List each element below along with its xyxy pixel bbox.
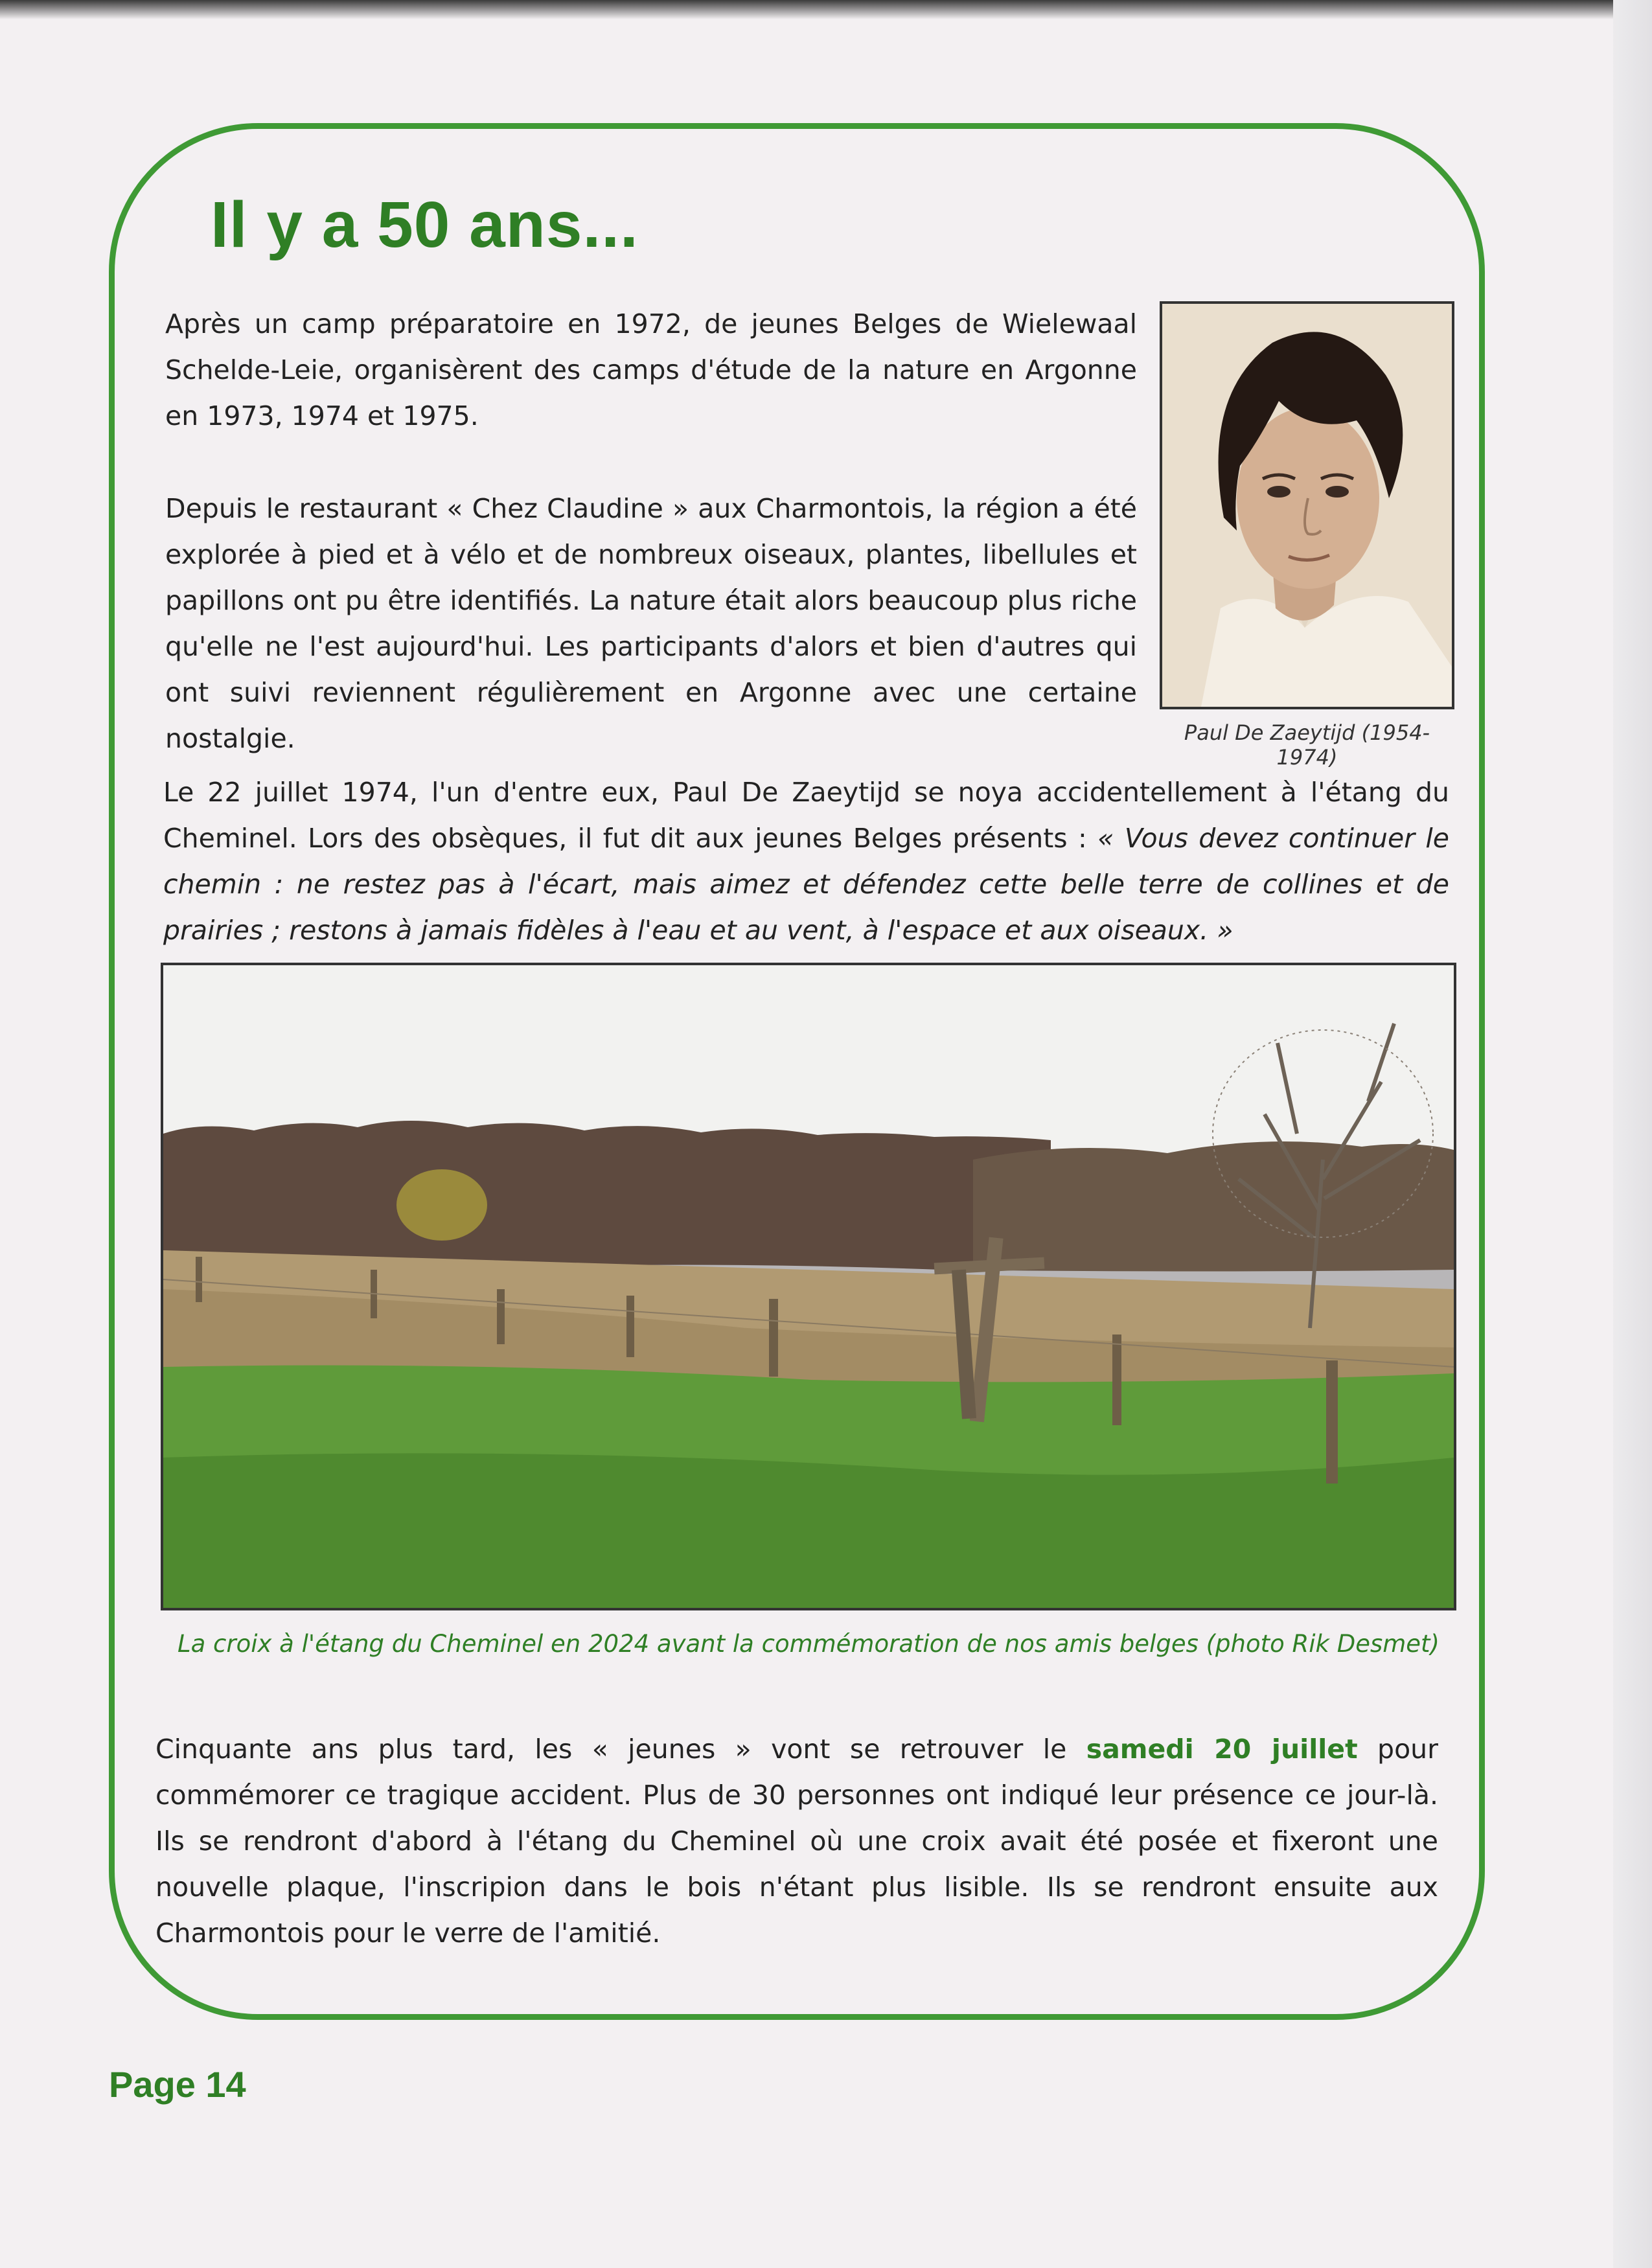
memorial-intro: Le 22 juillet 1974, l'un d'entre eux, Paul De Zaeytijd se noya accidentellement à l'étang du Cheminel. Lors des obsèques, il fut dit aux jeunes Belges présents : (163, 777, 1449, 854)
history-paragraph: Depuis le restaurant « Chez Claudine » aux Charmontois, la région a été explorée à pied et à vélo et de nombreux oiseaux, plantes, libellules et papillons ont pu être identifiés. La nature était alors beaucoup plus riche qu'elle ne l'est aujourd'hui. Les participants d'alors et bien d'autres qui ont suivi reviennent régulièrement en Argonne avec une certaine nostalgie. (165, 493, 1137, 754)
page-number: Page 14 (109, 2064, 246, 2105)
memorial-paragraph (163, 770, 1449, 954)
event-date-highlight: samedi 20 juillet (1086, 1734, 1358, 1765)
scan-right-edge (1613, 0, 1652, 2268)
intro-paragraph: Après un camp préparatoire en 1972, de jeunes Belges de Wielewaal Schelde-Leie, organisèrent des camps d'étude de la nature en Argonne en 1973, 1974 et 1975. (165, 308, 1137, 431)
commemoration-text-end: pour commémorer ce tragique accident. Plus de 30 personnes ont indiqué leur présence ce jour-là. Ils se rendront d'abord à l'étang du Cheminel où une croix avait été posée et fixeront une nouvelle plaque, l'inscripion dans le bois n'étant plus lisible. Ils se rendront ensuite aux Charmontois pour le verre de l'amitié. (155, 1734, 1439, 1949)
commemoration-text-start: Cinquante ans plus tard, les « jeunes » vont se retrouver le (155, 1734, 1086, 1765)
memorial-quote: « Vous devez continuer le chemin : ne restez pas à l'écart, mais aimez et défendez cette belle terre de collines et de prairies ; restons à jamais fidèles à l'eau et au vent, à l'espace et aux oiseaux. » (163, 823, 1449, 946)
landscape-photo (161, 963, 1456, 1610)
scan-top-edge (0, 0, 1652, 19)
portrait-caption: Paul De Zaeytijd (1954-1974) (1184, 720, 1430, 770)
page-title: Il y a 50 ans... (211, 189, 639, 261)
portrait-photo (1160, 301, 1454, 709)
commemoration-paragraph (155, 1726, 1438, 1956)
photo-caption: La croix à l'étang du Cheminel en 2024 avant la commémoration de nos amis belges (photo Rik Desmet) (178, 1630, 1440, 1658)
